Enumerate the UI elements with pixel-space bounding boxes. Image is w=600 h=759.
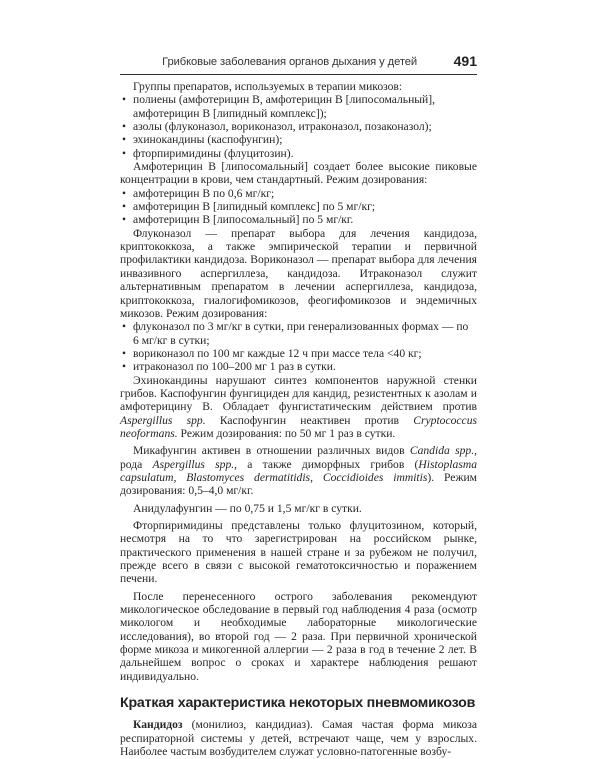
list-item: • флуконазол по 3 мг/кг в сутки, при генерализованных формах — по 6 мг/кг в сутки; xyxy=(120,320,477,347)
text-run: ). Режим дозирования: 0,5–4,0 мг/кг. xyxy=(120,470,477,498)
followup-paragraph: После перенесенного острого заболевания рекомендуют микологическое обследование в первый год наблюдения 4 раза (осмотр микологом и необходимые лабораторные микологические исследования), во второй год — 2 раза. При первичной хронической форме микоза и микогенной аллергии — 2 раза в год в течение 2 лет. В дальнейшем вопрос о сроках и характере наблюдения решают индивидуально. xyxy=(120,589,477,683)
species-name: Cryptococcus neoformans. xyxy=(120,413,477,440)
text-run: , рода xyxy=(120,444,477,471)
list-item: • итраконазол по 100–200 мг 1 раз в сутки. xyxy=(120,360,477,373)
text-run: (монилиоз, кандидиаз). Самая частая форма микоза респираторной системы у детей, встречают чаще, чем у взрослых. Наиболее частым возбудителем служат условно-патогенные возбу- xyxy=(120,718,477,759)
drug-groups-list xyxy=(120,93,477,160)
list-item: • фторпиримидины (флуцитозин). xyxy=(120,147,477,160)
text-run: , а также диморфных грибов ( xyxy=(234,457,419,471)
list-item: • амфотерицин В [липосомальный] по 5 мг/кг. xyxy=(120,213,477,226)
page-body xyxy=(120,80,477,759)
azoles-doses-list xyxy=(120,320,477,373)
azoles-paragraph: Флуконазол — препарат выбора для лечения кандидоза, криптококкоза, а также эмпирической терапии и первичной профилактики кандидоза. Вориконазол — препарат выбора для лечения инвазивного аспергиллеза, кандидоза. Итраконазол служит альтернативным препаратом в лечении аспергиллеза, кандидоза, криптококкоза, гиалогифомикозов, феогифомикозов и эндемичных микозов. Режим дозирования: xyxy=(120,226,477,320)
species-name: Histoplasma capsulatum, Blastomyces dermatitidis, Coccidioides immitis xyxy=(120,457,478,484)
list-item: • вориконазол по 100 мг каждые 12 ч при массе тела <40 кг; xyxy=(120,347,477,360)
text-run: Эхинокандины нарушают синтез компонентов наружной стенки грибов. Каспофунгин фунгициден для кандид, резистентных к азолам и амфотерицину В. Обладает фунгистатическим действием против xyxy=(120,373,477,414)
term: Кандидоз xyxy=(133,718,183,732)
text-run: Микафунгин активен в отношении различных видов xyxy=(133,444,410,458)
species-name: Aspergillus spp. xyxy=(120,413,206,427)
page-header xyxy=(120,52,477,75)
amphotericin-paragraph: Амфотерицин В [липосомальный] создает более высокие пиковые концентрации в крови, чем стандартный. Режим дозирования: xyxy=(120,160,477,187)
running-head: Грибковые заболевания органов дыхания у детей xyxy=(162,56,417,68)
section-heading: Краткая характеристика некоторых пневмомикозов xyxy=(120,695,476,712)
text-run: Каспофунгин неактивен против xyxy=(205,413,414,427)
list-item: • амфотерицин В [липидный комплекс] по 5 мг/кг; xyxy=(120,200,477,213)
fluoropyrimidines-paragraph: Фторпиримидины представлены только флуцитозином, который, несмотря на то что зарегистрирован на российском рынке, практического применения в нашей стране и за рубежом не получил, прежде всего в связи с высокой гематотоксичностью и поражением печени. xyxy=(120,519,477,586)
micafungin-paragraph xyxy=(120,444,477,497)
echinocandins-paragraph xyxy=(120,374,477,441)
text-run: Режим дозирования: по 50 мг 1 раз в сутки. xyxy=(177,426,396,440)
list-item: • полиены (амфотерицин В, амфотерицин В [липосомальный], амфотерицин В [липидный комплекс]); xyxy=(120,93,477,120)
amphotericin-doses-list xyxy=(120,187,477,227)
page-number: 491 xyxy=(453,53,477,69)
species-name: Candida spp. xyxy=(409,444,475,458)
candidiasis-paragraph xyxy=(120,718,477,758)
species-name: Aspergillus spp. xyxy=(152,457,235,471)
list-item: • амфотерицин В по 0,6 мг/кг; xyxy=(120,187,477,200)
anidulafungin-paragraph: Анидулафунгин — по 0,75 и 1,5 мг/кг в сутки. xyxy=(133,501,362,515)
list-item: • эхинокандины (каспофунгин); xyxy=(120,133,477,146)
list-item: • азолы (флуконазол, вориконазол, итраконазол, позаконазол); xyxy=(120,120,477,133)
groups-intro: Группы препаратов, используемых в терапии микозов: xyxy=(133,80,403,93)
